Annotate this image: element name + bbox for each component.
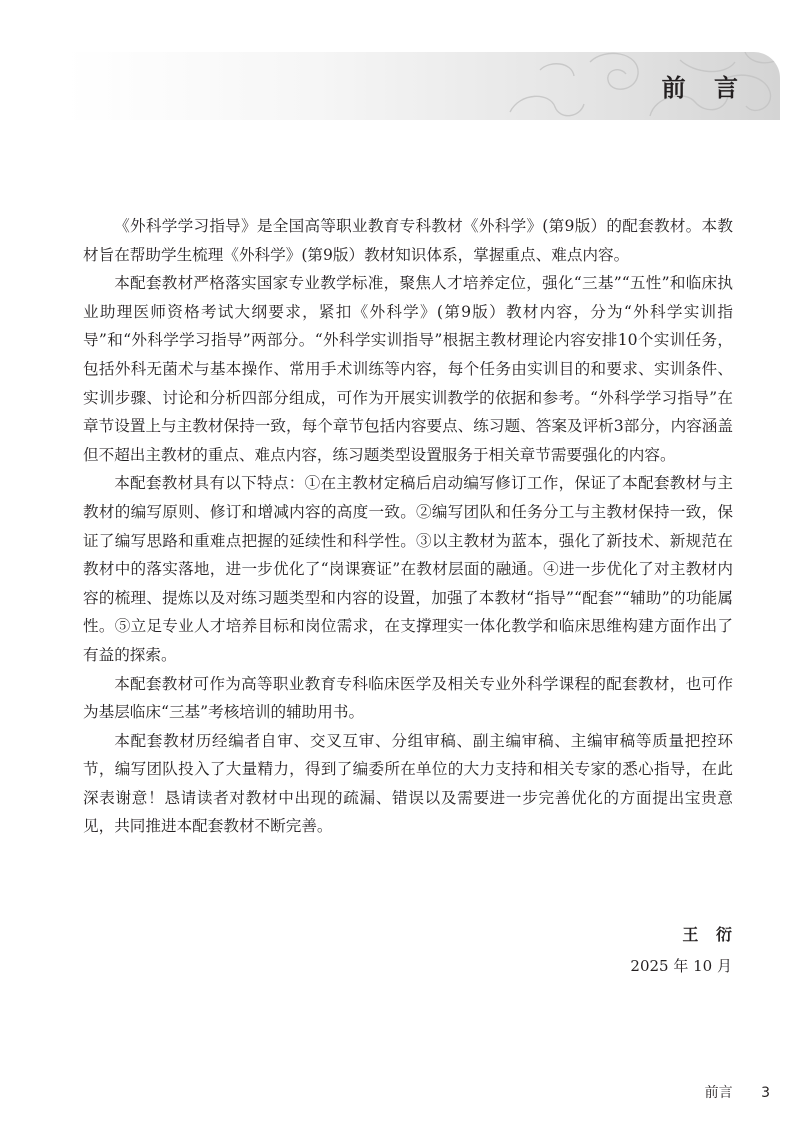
footer-section-label: 前言 — [704, 1085, 733, 1101]
paragraph: 本配套教材严格落实国家专业教学标准，聚焦人才培养定位，强化“三基”“五性”和临床执业助理医师资格考试大纲要求，紧扣《外科学》(第9版）教材内容，分为“外科学实训指导”和“外科学学习指导”两部分。“外科学实训指导”根据主教材理论内容安排10个实训任务，包括外科无菌术与基本操作、常用手术训练等内容，每个任务由实训目的和要求、实训条件、实训步骤、讨论和分析四部分组成，可作为开展实训教学的依据和参考。“外科学学习指导”在章节设置上与主教材保持一致，每个章节包括内容要点、练习题、答案及评析3部分，内容涵盖但不超出主教材的重点、难点内容，练习题类型设置服务于相关章节需要强化的内容。 — [83, 274, 733, 464]
signature-block — [630, 922, 738, 984]
paragraph: 本配套教材历经编者自审、交叉互审、分组审稿、副主编审稿、主编审稿等质量把控环节，编写团队投入了大量精力，得到了编委所在单位的大力支持和相关专家的悉心指导，在此深表谢意！恳请读者对教材中出现的疏漏、错误以及需要进一步完善优化的方面提出宝贵意见，共同推进本配套教材不断完善。 — [83, 731, 733, 836]
author-name: 王 衍 — [682, 925, 738, 944]
signature-date: 2025 年 10 月 — [630, 957, 732, 975]
paragraph: 本配套教材具有以下特点：①在主教材定稿后启动编写修订工作，保证了本配套教材与主教材的编写原则、修订和增减内容的高度一致。②编写团队和任务分工与主教材保持一致，保证了编写思路和重难点把握的延续性和科学性。③以主教材为蓝本，强化了新技术、新规范在教材中的落实落地，进一步优化了“岗课赛证”在教材层面的融通。④进一步优化了对主教材内容的梳理、提炼以及对练习题类型和内容的设置，加强了本教材“指导”“配套”“辅助”的功能属性。⑤立足专业人才培养目标和岗位需求，在支撑理实一体化教学和临床思维构建方面作出了有益的探索。 — [83, 474, 733, 664]
page-number: 3 — [761, 1085, 770, 1101]
paragraph: 本配套教材可作为高等职业教育专科临床医学及相关专业外科学课程的配套教材，也可作为基层临床“三基”考核培训的辅助用书。 — [83, 674, 733, 722]
paragraph: 《外科学学习指导》是全国高等职业教育专科教材《外科学》(第9版）的配套教材。本教材旨在帮助学生梳理《外科学》(第9版）教材知识体系，掌握重点、难点内容。 — [83, 217, 733, 264]
page-title: 前 言 — [661, 74, 748, 102]
page-footer — [705, 1082, 770, 1102]
preface-body — [83, 212, 733, 841]
